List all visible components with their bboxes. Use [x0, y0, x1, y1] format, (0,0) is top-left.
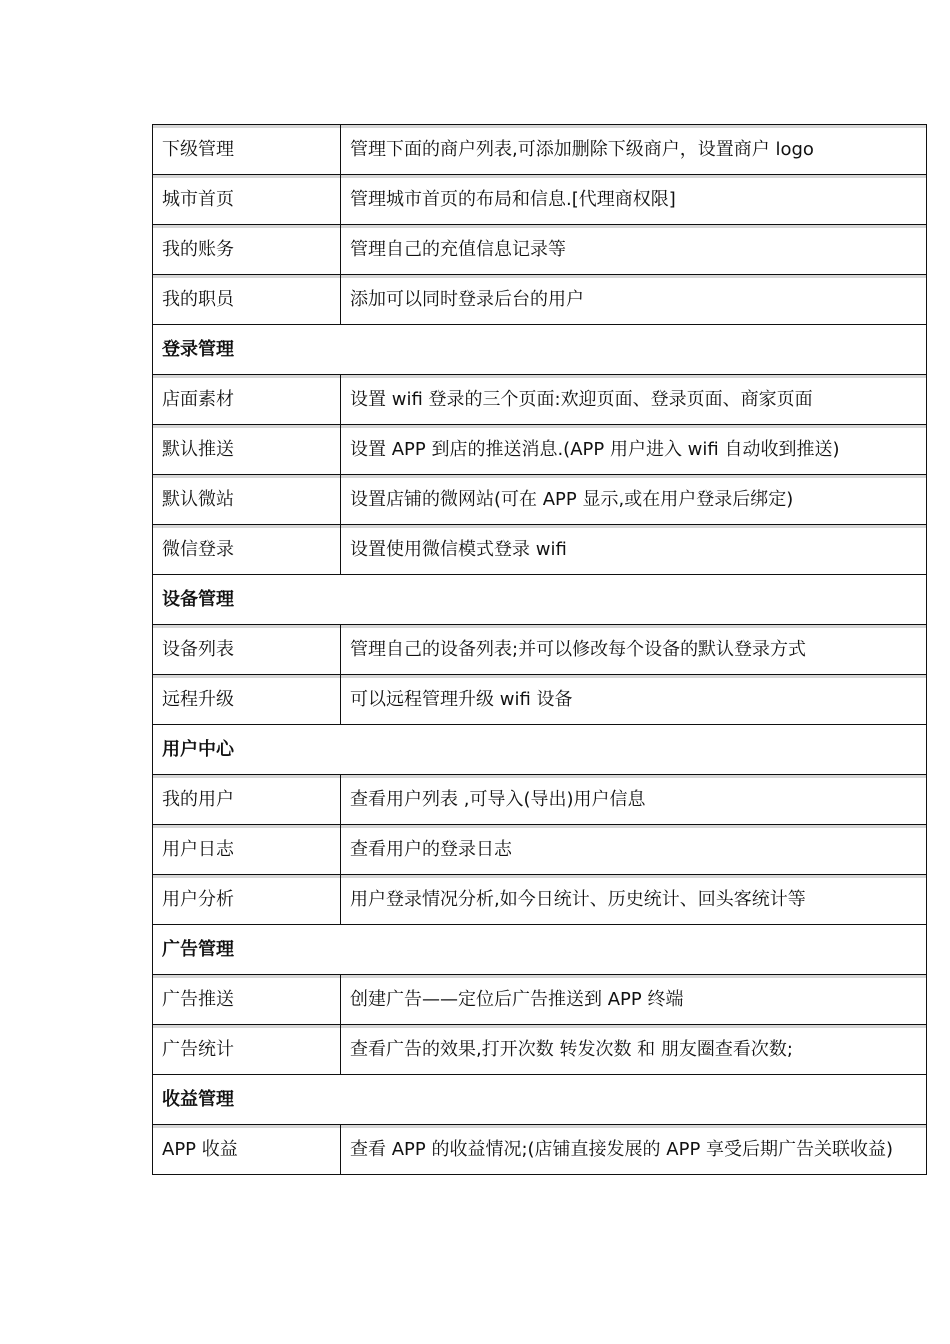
section-title: 登录管理 — [153, 325, 927, 375]
feature-name-cell: 广告推送 — [153, 975, 341, 1025]
feature-name-cell: 远程升级 — [153, 675, 341, 725]
table-row — [153, 225, 927, 275]
feature-description-cell: 管理城市首页的布局和信息.[代理商权限] — [341, 175, 927, 225]
feature-description-cell: 查看用户列表 ,可导入(导出)用户信息 — [341, 775, 927, 825]
section-title: 收益管理 — [153, 1075, 927, 1125]
feature-name-cell: 我的用户 — [153, 775, 341, 825]
section-header-row — [153, 725, 927, 775]
feature-name-cell: 城市首页 — [153, 175, 341, 225]
table-row — [153, 125, 927, 175]
section-header-row — [153, 325, 927, 375]
feature-name-cell: 店面素材 — [153, 375, 341, 425]
feature-description-cell: 管理下面的商户列表,可添加删除下级商户，设置商户 logo — [341, 125, 927, 175]
table-row — [153, 275, 927, 325]
table-row — [153, 525, 927, 575]
feature-name-cell: 默认推送 — [153, 425, 341, 475]
section-title: 设备管理 — [153, 575, 927, 625]
feature-name-cell: 设备列表 — [153, 625, 341, 675]
feature-description-cell: 添加可以同时登录后台的用户 — [341, 275, 927, 325]
table-row — [153, 375, 927, 425]
feature-name-cell: 我的账务 — [153, 225, 341, 275]
feature-name-cell: 用户日志 — [153, 825, 341, 875]
table-row — [153, 1125, 927, 1175]
feature-table-body — [153, 125, 927, 1175]
section-header-row — [153, 1075, 927, 1125]
table-row — [153, 875, 927, 925]
table-row — [153, 1025, 927, 1075]
feature-description-cell: 查看广告的效果,打开次数 转发次数 和 朋友圈查看次数; — [341, 1025, 927, 1075]
feature-name-cell: 我的职员 — [153, 275, 341, 325]
table-row — [153, 675, 927, 725]
table-row — [153, 625, 927, 675]
feature-name-cell: APP 收益 — [153, 1125, 341, 1175]
section-title: 用户中心 — [153, 725, 927, 775]
feature-table — [152, 124, 927, 1175]
feature-description-cell: 管理自己的设备列表;并可以修改每个设备的默认登录方式 — [341, 625, 927, 675]
table-row — [153, 425, 927, 475]
section-header-row — [153, 925, 927, 975]
section-header-row — [153, 575, 927, 625]
table-row — [153, 975, 927, 1025]
feature-name-cell: 微信登录 — [153, 525, 341, 575]
feature-name-cell: 默认微站 — [153, 475, 341, 525]
feature-description-cell: 管理自己的充值信息记录等 — [341, 225, 927, 275]
table-row — [153, 825, 927, 875]
feature-name-cell: 下级管理 — [153, 125, 341, 175]
table-row — [153, 775, 927, 825]
feature-description-cell: 可以远程管理升级 wifi 设备 — [341, 675, 927, 725]
feature-description-cell: 设置 wifi 登录的三个页面:欢迎页面、登录页面、商家页面 — [341, 375, 927, 425]
feature-description-cell: 用户登录情况分析,如今日统计、历史统计、回头客统计等 — [341, 875, 927, 925]
feature-description-cell: 查看 APP 的收益情况;(店铺直接发展的 APP 享受后期广告关联收益) — [341, 1125, 927, 1175]
feature-name-cell: 广告统计 — [153, 1025, 341, 1075]
table-row — [153, 475, 927, 525]
feature-description-cell: 设置 APP 到店的推送消息.(APP 用户进入 wifi 自动收到推送) — [341, 425, 927, 475]
feature-description-cell: 创建广告——定位后广告推送到 APP 终端 — [341, 975, 927, 1025]
table-row — [153, 175, 927, 225]
feature-name-cell: 用户分析 — [153, 875, 341, 925]
feature-description-cell: 设置使用微信模式登录 wifi — [341, 525, 927, 575]
feature-description-cell: 设置店铺的微网站(可在 APP 显示,或在用户登录后绑定) — [341, 475, 927, 525]
section-title: 广告管理 — [153, 925, 927, 975]
feature-description-cell: 查看用户的登录日志 — [341, 825, 927, 875]
